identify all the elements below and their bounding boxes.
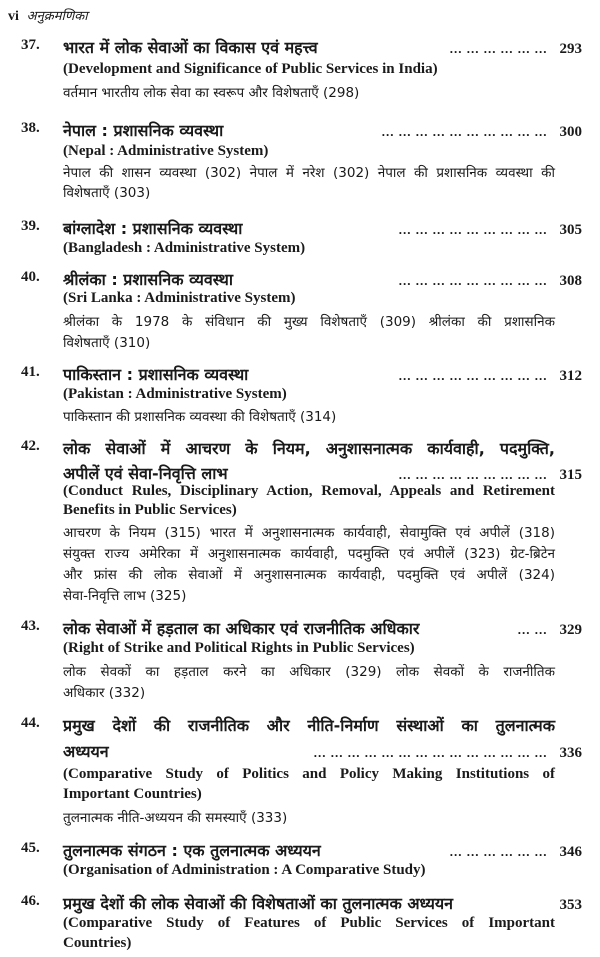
chapter-title-line bbox=[63, 119, 582, 141]
entry-number: 37. bbox=[21, 37, 40, 53]
header-title: अनुक्रमणिका bbox=[26, 9, 88, 24]
dot-leader: ... ... ... ... ... ... ... ... ... ... bbox=[381, 124, 548, 139]
page-number: 305 bbox=[559, 222, 582, 238]
page-number: 308 bbox=[559, 273, 582, 289]
page-number: 293 bbox=[559, 41, 582, 57]
chapter-title-line bbox=[63, 740, 582, 762]
dot-leader: ... ... ... ... ... ... ... ... ... bbox=[398, 222, 548, 237]
dot-leader: ... ... ... ... ... ... ... ... ... ... ... ... ... ... bbox=[313, 745, 548, 760]
subtopics-line: आचरण के नियम (315) भारत में अनुशासनात्मक कार्यवाही, सेवामुक्ति एवं अपीलें (318) bbox=[63, 525, 555, 541]
chapter-title-line bbox=[63, 363, 582, 385]
dot-leader: ... ... ... ... ... ... ... ... ... bbox=[398, 467, 548, 482]
chapter-title-line: प्रमुख देशों की राजनीतिक और नीति-निर्माण संस्थाओं का तुलनात्मक bbox=[63, 716, 555, 735]
english-title: Benefits in Public Services) bbox=[63, 502, 237, 518]
subtopics-line: और फ्रांस की लोक सेवाओं में अनुशासनात्मक कार्यवाही, पदमुक्ति एवं अपीलें (324) bbox=[63, 567, 555, 583]
subtopics-line: विशेषताएँ (310) bbox=[63, 335, 151, 351]
chapter-title-line bbox=[63, 892, 582, 914]
page-number: 300 bbox=[559, 124, 582, 140]
english-title: (Pakistan : Administrative System) bbox=[63, 386, 287, 402]
english-title: (Sri Lanka : Administrative System) bbox=[63, 290, 296, 306]
entry-number: 40. bbox=[21, 269, 40, 285]
dot-leader: ... ... ... ... ... ... bbox=[449, 41, 548, 56]
chapter-title: तुलनात्मक संगठन : एक तुलनात्मक अध्ययन bbox=[63, 841, 321, 860]
chapter-title-line bbox=[63, 839, 582, 861]
chapter-title-line bbox=[63, 268, 582, 290]
chapter-title-line bbox=[63, 462, 582, 484]
english-title: (Right of Strike and Political Rights in Public Services) bbox=[63, 640, 415, 656]
chapter-title: अध्ययन bbox=[63, 742, 109, 761]
chapter-title-line bbox=[63, 217, 582, 239]
header-page-number: vi bbox=[8, 9, 19, 24]
entry-number: 43. bbox=[21, 618, 40, 634]
entry-number: 39. bbox=[21, 218, 40, 234]
page-number: 312 bbox=[559, 368, 582, 384]
entry-number: 46. bbox=[21, 893, 40, 909]
english-title: (Comparative Study of Politics and Policy Making Institutions of bbox=[63, 766, 555, 782]
chapter-title-line bbox=[63, 36, 582, 58]
english-title: Important Countries) bbox=[63, 786, 202, 802]
subtopics-line: अधिकार (332) bbox=[63, 685, 146, 701]
chapter-title: अपीलें एवं सेवा-निवृत्ति लाभ bbox=[63, 464, 228, 483]
english-title: (Nepal : Administrative System) bbox=[63, 143, 269, 159]
page-number: 336 bbox=[559, 745, 582, 761]
entry-number: 44. bbox=[21, 715, 40, 731]
running-header bbox=[8, 6, 88, 25]
page-number: 329 bbox=[559, 622, 582, 638]
chapter-title: श्रीलंका : प्रशासनिक व्यवस्था bbox=[63, 270, 234, 289]
subtopics-line: नेपाल की शासन व्यवस्था (302) नेपाल में नरेश (302) नेपाल की प्रशासनिक व्यवस्था की bbox=[63, 165, 555, 181]
page-number: 346 bbox=[559, 844, 582, 860]
english-title: (Bangladesh : Administrative System) bbox=[63, 240, 306, 256]
subtopics-line: विशेषताएँ (303) bbox=[63, 185, 151, 201]
subtopics-line: लोक सेवकों का हड़ताल करने का अधिकार (329) लोक सेवकों के राजनीतिक bbox=[63, 664, 555, 680]
chapter-title: लोक सेवाओं में हड़ताल का अधिकार एवं राजनीतिक अधिकार bbox=[63, 619, 420, 638]
subtopics-line: संयुक्त राज्य अमेरिका में अनुशासनात्मक कार्यवाही, पदमुक्ति एवं अपीलें (323) ग्रेट-ब्रिटेन bbox=[63, 546, 555, 562]
dot-leader: ... ... ... ... ... ... bbox=[449, 844, 548, 859]
chapter-title: भारत में लोक सेवाओं का विकास एवं महत्त्व bbox=[63, 38, 318, 57]
dot-leader: ... ... bbox=[517, 622, 548, 637]
english-title: (Conduct Rules, Disciplinary Action, Removal, Appeals and Retirement bbox=[63, 483, 555, 499]
english-title: (Comparative Study of Features of Public Services of Important bbox=[63, 915, 555, 931]
dot-leader: ... ... ... ... ... ... ... ... ... bbox=[398, 368, 548, 383]
chapter-title: बांग्लादेश : प्रशासनिक व्यवस्था bbox=[63, 219, 243, 238]
entry-number: 38. bbox=[21, 120, 40, 136]
entry-number: 41. bbox=[21, 364, 40, 380]
subtopics-line: सेवा-निवृत्ति लाभ (325) bbox=[63, 588, 187, 604]
chapter-title-line: लोक सेवाओं में आचरण के नियम, अनुशासनात्मक कार्यवाही, पदमुक्ति, bbox=[63, 439, 555, 458]
dot-leader: ... ... ... ... ... ... ... ... ... bbox=[398, 273, 548, 288]
english-title: (Development and Significance of Public Services in India) bbox=[63, 61, 438, 77]
entry-number: 42. bbox=[21, 438, 40, 454]
english-title: Countries) bbox=[63, 935, 132, 951]
chapter-title: नेपाल : प्रशासनिक व्यवस्था bbox=[63, 121, 224, 140]
subtopics-line: पाकिस्तान की प्रशासनिक व्यवस्था की विशेषताएँ (314) bbox=[63, 409, 337, 425]
subtopics-line: वर्तमान भारतीय लोक सेवा का स्वरूप और विशेषताएँ (298) bbox=[63, 85, 360, 101]
page-number: 353 bbox=[559, 897, 582, 913]
page-number: 315 bbox=[559, 467, 582, 483]
chapter-title: प्रमुख देशों की लोक सेवाओं की विशेषताओं का तुलनात्मक अध्ययन bbox=[63, 894, 454, 913]
subtopics-line: तुलनात्मक नीति-अध्ययन की समस्याएँ (333) bbox=[63, 810, 288, 826]
english-title: (Organisation of Administration : A Comparative Study) bbox=[63, 862, 426, 878]
chapter-title-line bbox=[63, 617, 582, 639]
entry-number: 45. bbox=[21, 840, 40, 856]
subtopics-line: श्रीलंका के 1978 के संविधान की मुख्य विशेषताएँ (309) श्रीलंका की प्रशासनिक bbox=[63, 314, 555, 330]
chapter-title: पाकिस्तान : प्रशासनिक व्यवस्था bbox=[63, 365, 249, 384]
